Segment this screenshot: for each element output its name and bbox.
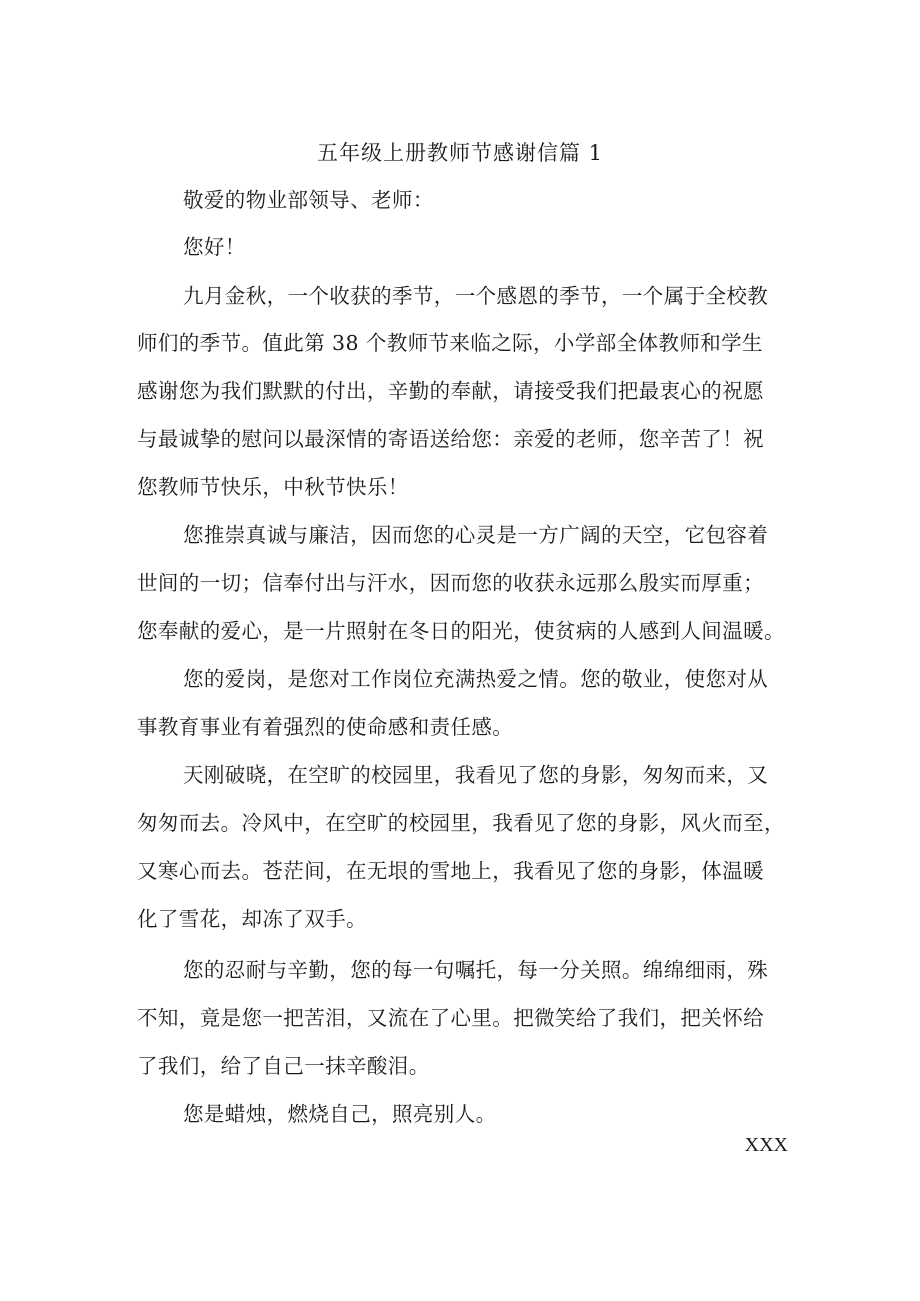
paragraph-4-line-1: 天刚破晓，在空旷的校园里，我看见了您的身影，匆匆而来，又: [183, 763, 769, 787]
paragraph-4-line-2: 匆匆而去。冷风中，在空旷的校园里，我看见了您的身影，风火而至，: [137, 811, 785, 835]
salutation: 敬爱的物业部领导、老师：: [183, 188, 434, 212]
paragraph-1-line-3: 感谢您为我们默默的付出，辛勤的奉献，请接受我们把最衷心的祝愿: [137, 379, 764, 403]
paragraph-1-line-2: 师们的季节。值此第 38 个教师节来临之际，小学部全体教师和学生: [137, 331, 763, 355]
paragraph-3-line-1: 您的爱岗，是您对工作岗位充满热爱之情。您的敬业，使您对从: [183, 667, 769, 691]
paragraph-2-line-3: 您奉献的爱心，是一片照射在冬日的阳光，使贫病的人感到人间温暖。: [137, 619, 785, 643]
paragraph-1-line-1: 九月金秋，一个收获的季节，一个感恩的季节，一个属于全校教: [183, 284, 769, 308]
paragraph-1-line-4: 与最诚挚的慰问以最深情的寄语送给您：亲爱的老师，您辛苦了！祝: [137, 427, 764, 451]
paragraph-1-line-5: 您教师节快乐，中秋节快乐！: [137, 475, 409, 499]
paragraph-2-line-1: 您推崇真诚与廉洁，因而您的心灵是一方广阔的天空，它包容着: [183, 523, 769, 547]
document-title: 五年级上册教师节感谢信篇 1: [316, 141, 604, 165]
paragraph-5-line-2: 不知，竟是您一把苦泪，又流在了心里。把微笑给了我们，把关怀给: [137, 1006, 764, 1030]
paragraph-5-line-1: 您的忍耐与辛勤，您的每一句嘱托，每一分关照。绵绵细雨，殊: [183, 958, 769, 982]
paragraph-4-line-3: 又寒心而去。苍茫间，在无垠的雪地上，我看见了您的身影，体温暖: [137, 859, 764, 883]
paragraph-6-line-1: 您是蜡烛，燃烧自己，照亮别人。: [183, 1102, 497, 1126]
signature: XXX: [744, 1134, 788, 1156]
paragraph-4-line-4: 化了雪花，却冻了双手。: [137, 907, 367, 931]
paragraph-5-line-3: 了我们，给了自己一抹辛酸泪。: [137, 1054, 430, 1078]
paragraph-2-line-2: 世间的一切；信奉付出与汗水，因而您的收获永远那么殷实而厚重；: [137, 571, 764, 595]
paragraph-3-line-2: 事教育事业有着强烈的使命感和责任感。: [137, 715, 514, 739]
greeting: 您好！: [183, 235, 246, 259]
